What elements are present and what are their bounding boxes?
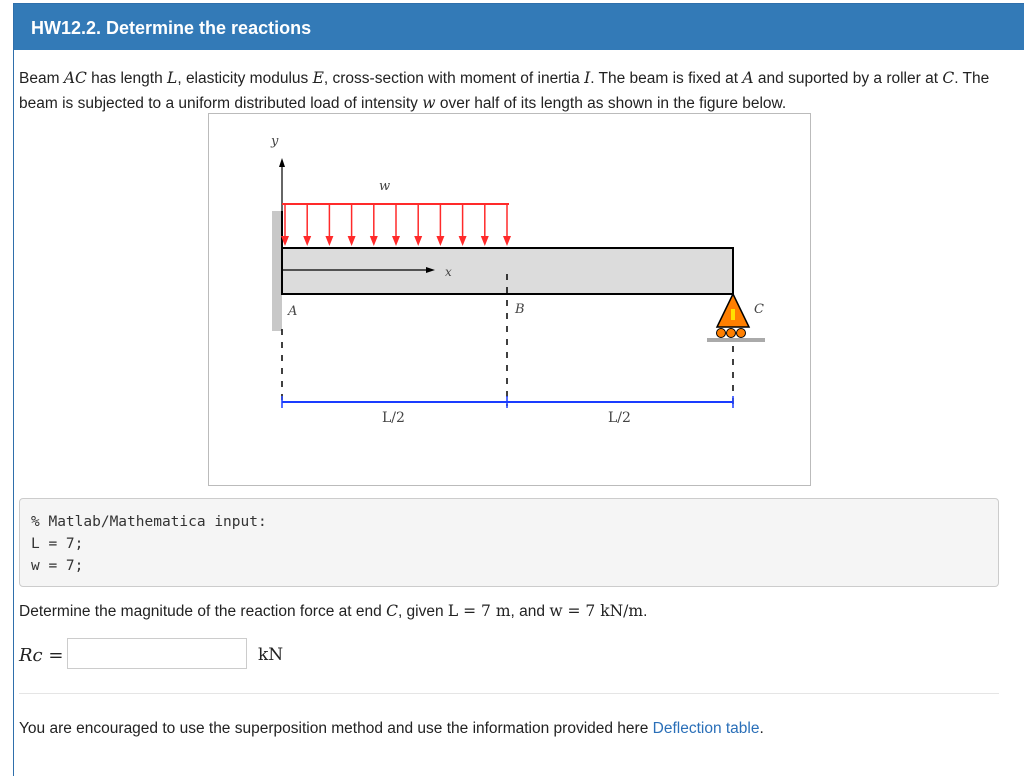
roller-wheel-1 <box>717 329 726 338</box>
answer-unit: kN <box>258 645 284 665</box>
load-arrow-head <box>436 236 444 246</box>
answer-label: Rc = <box>19 645 64 666</box>
load-label: w <box>379 179 391 194</box>
load-arrow-head <box>303 236 311 246</box>
code-line-L: L = 7; <box>31 536 84 552</box>
code-input-box <box>19 498 999 587</box>
load-arrow-head <box>459 236 467 246</box>
dim-right-label: L/2 <box>608 410 631 426</box>
load-arrow-head <box>348 236 356 246</box>
load-arrow-head <box>414 236 422 246</box>
question-title: HW12.2. Determine the reactions <box>31 18 312 38</box>
load-arrow-head <box>503 236 511 246</box>
load-arrow-head <box>392 236 400 246</box>
question-header <box>14 4 1024 50</box>
code-line-w: w = 7; <box>31 558 84 574</box>
roller-ground <box>707 338 765 342</box>
load-arrow-head <box>481 236 489 246</box>
footer-hint: You are encouraged to use the superposition method and use the information provided here Deflection table. <box>19 720 764 737</box>
point-A-label: A <box>288 304 298 319</box>
fixed-wall <box>272 211 282 331</box>
beam-figure <box>208 113 811 486</box>
roller-wheel-2 <box>727 329 736 338</box>
y-axis-label: y <box>271 134 279 149</box>
point-B-label: B <box>515 302 525 317</box>
point-C-label: C <box>754 302 764 317</box>
dim-left-label: L/2 <box>382 410 405 426</box>
load-arrow-head <box>370 236 378 246</box>
divider <box>19 693 999 694</box>
question-text: Determine the magnitude of the reaction force at end C, given L = 7 m, and w = 7 kN/m. <box>19 602 648 620</box>
problem-statement: Beam AC has length L, elasticity modulus E, cross-section with moment of inertia I. The beam is fixed at A and suported by a roller at C. The beam is subjected to a uniform distributed load of intensity w over half of its length as shown in the figure below. <box>19 69 990 112</box>
deflection-table-link[interactable]: Deflection table <box>652 720 760 737</box>
roller-wheel-3 <box>737 329 746 338</box>
load-arrows <box>281 204 511 246</box>
y-axis-arrowhead <box>279 158 285 167</box>
code-line-comment: % Matlab/Mathematica input: <box>31 514 267 530</box>
support-marker <box>731 309 735 320</box>
answer-input[interactable] <box>67 638 247 669</box>
x-axis-label: x <box>445 265 452 279</box>
load-arrow-head <box>325 236 333 246</box>
beam-diagram <box>209 114 810 485</box>
